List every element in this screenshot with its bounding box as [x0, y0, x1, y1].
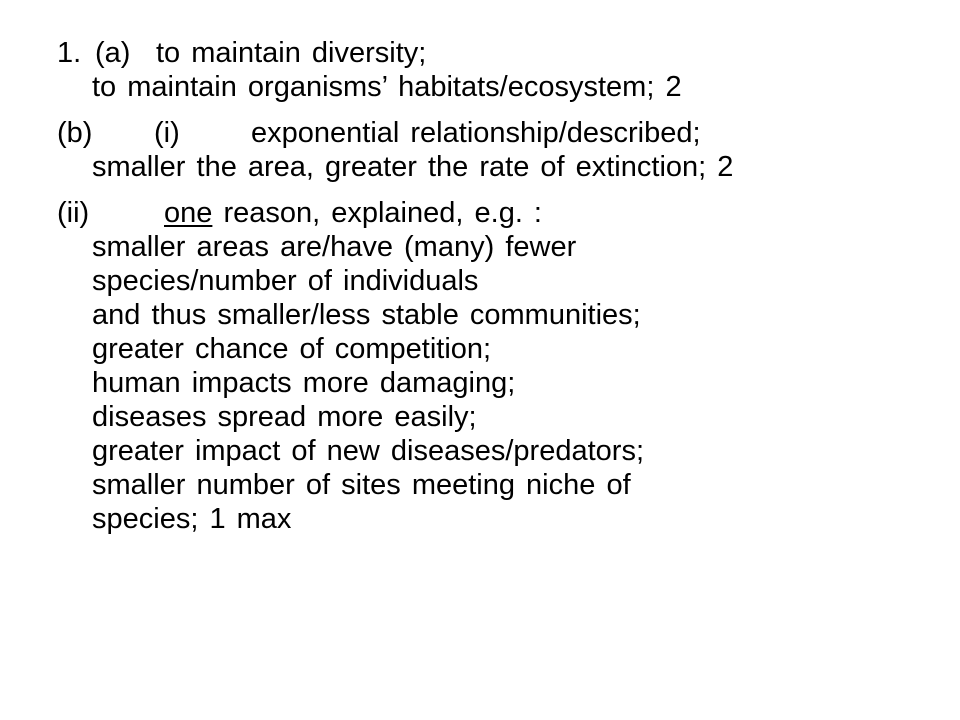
answer-line: smaller number of sites meeting niche of [92, 469, 631, 501]
part-b-i-answer-2: smaller the area, greater the rate of extinction; 2 [92, 151, 734, 183]
question-1b-i-line-1 [57, 116, 937, 150]
question-1b-ii [57, 196, 937, 536]
question-1a [57, 36, 937, 104]
part-a-answer-2: to maintain organisms’ habitats/ecosystem; 2 [92, 71, 682, 103]
answer-line: diseases spread more easily; [92, 401, 477, 433]
answer-line: human impacts more damaging; [92, 367, 516, 399]
question-1b-ii-line-1 [57, 196, 937, 230]
answer-line: species; 1 max [92, 503, 292, 535]
answer-line: greater chance of competition; [92, 333, 492, 365]
question-1b-i [57, 116, 937, 184]
part-b-i-answer-1: exponential relationship/described; [251, 117, 701, 149]
answer-line: and thus smaller/less stable communities; [92, 299, 641, 331]
mark-scheme-slide [57, 36, 937, 548]
question-number: 1. [57, 37, 82, 69]
part-a-label: (a) [95, 37, 131, 69]
answer-line: greater impact of new diseases/predators; [92, 435, 644, 467]
one-underlined: one [164, 197, 213, 229]
part-b-ii-label: (ii) [57, 197, 90, 229]
part-b-ii-intro: reason, explained, e.g. : [212, 197, 542, 229]
part-b-label: (b) [57, 117, 93, 149]
question-1a-line-1 [57, 36, 937, 70]
part-b-i-label: (i) [154, 117, 180, 149]
part-a-answer-1: to maintain diversity; [156, 37, 427, 69]
answer-line: smaller areas are/have (many) fewer [92, 231, 577, 263]
answer-line: species/number of individuals [92, 265, 479, 297]
